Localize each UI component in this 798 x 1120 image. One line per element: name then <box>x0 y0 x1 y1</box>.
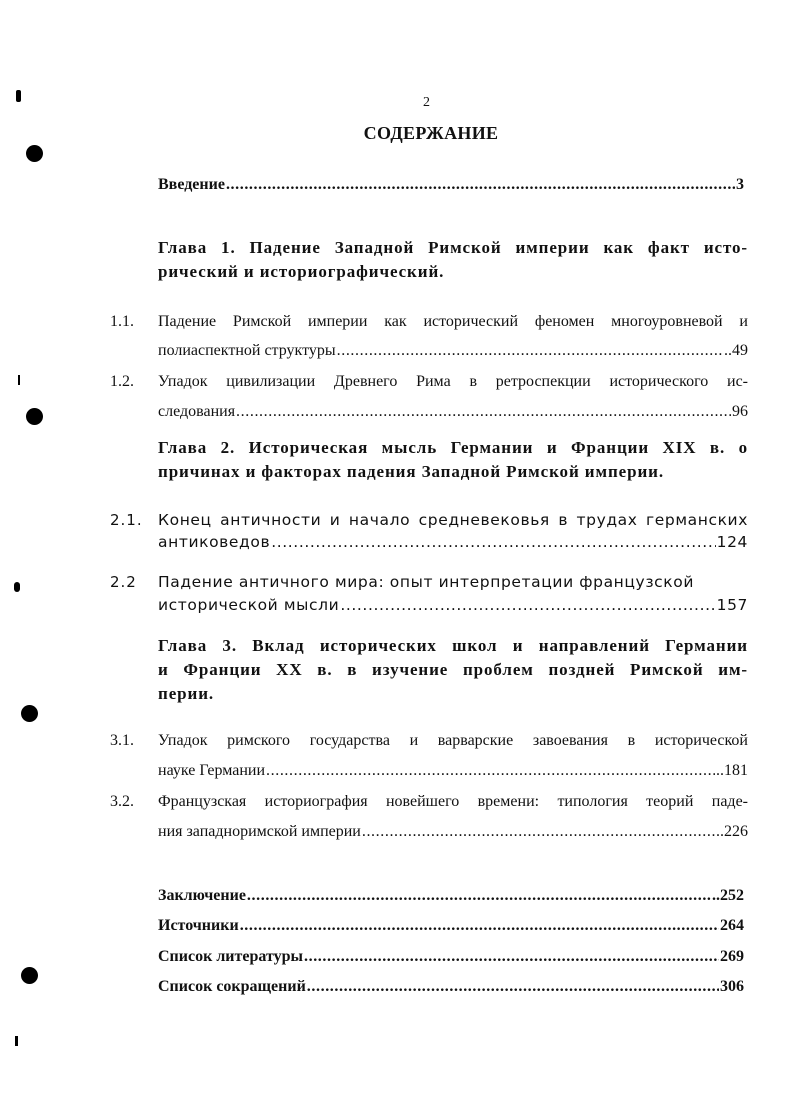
dot-leader <box>236 403 731 421</box>
toc-introduction <box>158 176 744 194</box>
toc-bibliography <box>158 948 744 966</box>
section-3-2-title: Французская историография новейшего времени: типология теорий паде- <box>158 793 748 810</box>
section-2-2-title: Падение античного мира: опыт интерпретации французской <box>158 573 695 591</box>
section-2-1-page: 124 <box>716 533 748 551</box>
section-3-2-line <box>158 823 748 841</box>
section-3-1-title: Упадок римского государства и варварские завоевания в исторической <box>158 732 748 749</box>
punch-hole-3 <box>21 705 38 722</box>
chapter-3-heading-line: Глава 3. Вклад исторических школ и направлений Германии <box>158 636 748 655</box>
section-2-1-title-cont: антиковедов <box>158 533 271 551</box>
section-2-1-line <box>158 533 748 551</box>
section-3-1-title-cont: науке Германии <box>158 762 266 779</box>
chapter-2-heading-line: Глава 2. Историческая мысль Германии и Франции XIX в. о <box>158 438 748 457</box>
page-title: СОДЕРЖАНИЕ <box>363 123 499 143</box>
section-1-1-title-cont: полиаспектной структуры <box>158 342 336 359</box>
section-2-2-number: 2.2 <box>110 573 137 591</box>
scan-speck <box>14 582 20 592</box>
section-2-2-page: 157 <box>716 596 748 614</box>
chapter-2-heading-line: причинах и факторах падения Западной Римской империи. <box>158 462 664 481</box>
chapter-1-heading-line: Глава 1. Падение Западной Римской империи как факт исто- <box>158 238 748 257</box>
section-1-1-page: ..49 <box>724 342 748 359</box>
dot-leader <box>340 596 715 614</box>
toc-abbreviations <box>158 978 744 996</box>
toc-sources-page: 264 <box>720 917 744 934</box>
punch-hole-2 <box>26 408 43 425</box>
section-2-2-title-cont: исторической мысли <box>158 596 340 614</box>
page-number: 2 <box>423 95 430 110</box>
section-1-2-title-cont: следования <box>158 403 236 420</box>
chapter-3-heading <box>158 634 748 706</box>
scan-speck <box>18 375 20 385</box>
toc-abbreviations-label: Список сокращений <box>158 978 306 995</box>
dot-leader <box>337 342 723 360</box>
toc-abbreviations-page: 306 <box>720 978 744 995</box>
punch-hole-1 <box>26 145 43 162</box>
section-3-2-page: ..226 <box>716 823 748 840</box>
section-2-1-title: Конец античности и начало средневековья в трудах германских <box>158 511 748 529</box>
toc-bibliography-page: 269 <box>720 948 744 965</box>
section-2-1-number: 2.1. <box>110 511 143 529</box>
section-1-1-title: Падение Римской империи как исторический феномен многоуровневой и <box>158 313 748 330</box>
section-1-2-page: 96 <box>732 403 748 420</box>
section-3-2-title-cont: ния западноримской империи <box>158 823 361 840</box>
dot-leader <box>247 887 711 905</box>
chapter-3-heading-line: и Франции XX в. в изучение проблем поздней Римской им- <box>158 660 748 679</box>
section-1-2-title: Упадок цивилизации Древнего Рима в ретроспекции исторического ис- <box>158 373 748 390</box>
dot-leader <box>266 762 715 780</box>
dot-leader <box>304 948 719 966</box>
scan-speck <box>15 1036 18 1046</box>
chapter-3-heading-line: перии. <box>158 684 215 703</box>
chapter-2-heading <box>158 436 748 484</box>
toc-introduction-page: 3 <box>736 176 744 193</box>
punch-hole-4 <box>21 967 38 984</box>
toc-sources <box>158 917 744 935</box>
toc-sources-label: Источники <box>158 917 239 934</box>
toc-conclusion-page: ..252 <box>712 887 744 904</box>
toc-conclusion-label: Заключение <box>158 887 246 904</box>
dot-leader <box>307 978 719 996</box>
section-1-2-number: 1.2. <box>110 373 134 390</box>
toc-bibliography-label: Список литературы <box>158 948 303 965</box>
section-1-1-number: 1.1. <box>110 313 134 330</box>
toc-introduction-label: Введение <box>158 176 225 193</box>
section-3-1-number: 3.1. <box>110 732 134 749</box>
chapter-1-heading-line: рический и историографический. <box>158 262 445 281</box>
section-3-1-page: ..181 <box>716 762 748 779</box>
toc-conclusion <box>158 887 744 905</box>
section-2-2-line <box>158 596 748 614</box>
dot-leader <box>240 917 719 935</box>
dot-leader <box>362 823 715 841</box>
chapter-1-heading <box>158 236 748 284</box>
section-1-1-line <box>158 342 748 360</box>
section-3-2-number: 3.2. <box>110 793 134 810</box>
section-3-1-line <box>158 762 748 780</box>
section-1-2-line <box>158 403 748 421</box>
dot-leader <box>226 176 735 194</box>
dot-leader <box>271 533 715 551</box>
scan-speck <box>16 90 21 102</box>
